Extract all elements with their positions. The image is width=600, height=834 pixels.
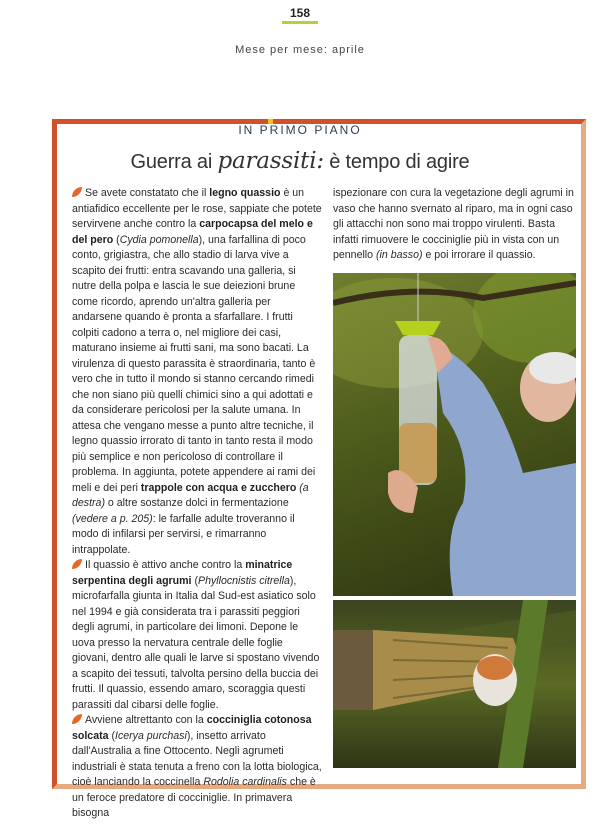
text-run: Se avete constatato che il: [85, 187, 210, 199]
text-run: ispezionare con cura la vegetazione degli agrumi in vaso che hanno svernato al riparo, ma in ogni caso gli attacchi non sono mai troppo virulenti. Basta infatti rimuovere le cocciniglie più in vista con un pennello: [333, 187, 574, 261]
italic-term: Icerya purchasi: [115, 729, 187, 742]
italic-term: (a destra): [72, 481, 309, 509]
paragraph-minatrice: [72, 558, 322, 713]
bold-term: minatrice serpentina degli agrumi: [72, 559, 293, 587]
text-run: ), insetto arrivato dall'Australia a fine Ottocento. Negli agrumeti industriali è stata tenuta a freno con la lotta biologica, cioè lanciando la coccinella: [72, 729, 322, 788]
bold-term: carpocapsa del melo e del pero: [72, 218, 313, 246]
title-pre: Guerra ai: [130, 151, 218, 173]
bottle-trap-illustration: [333, 273, 576, 596]
leaf-bullet-icon: [72, 559, 82, 569]
section-label: IN PRIMO PIANO: [238, 123, 362, 137]
text-run: : le farfalle adulte troveranno il modo di infilarsi per servirsi, e rimarranno intrappolate.: [72, 512, 295, 556]
brush-illustration: [333, 600, 576, 768]
text-run: e poi irrorare il quassio.: [422, 249, 536, 261]
text-run: è un antiafidico eccellente per le rose, sappiate che potete servirvene anche contro la: [72, 187, 322, 230]
bold-term: trappole con acqua e zucchero: [140, 481, 297, 494]
text-run: (: [108, 729, 115, 742]
text-run: che è un feroce predatore di cocciniglie. In primavera bisogna: [72, 776, 316, 819]
italic-term: Cydia pomonella: [119, 233, 199, 246]
page-reference: (vedere a p. 205): [72, 512, 153, 525]
title-cursive-word: parassiti:: [217, 148, 324, 174]
text-run: o altre sostanze dolci in fermentazione: [104, 497, 289, 509]
text-run: ), una farfallina di poco conto, grigiastra, che allo stadio di larva vive a scapito dei frutti: entra scavando una galleria, si nutre della polpa e lascia le sue deiezioni brune come ricordo, aprendo un'altra galleria per andarsene quando è pronta a sfarfallare. I frutti colpiti cadono a terra o, nel migliore dei casi, maturano insieme ai frutti sani, ma sono bacati. La virulenza di questo parassita è straordinaria, tanto è vero che in tutto il mondo si stanno cercando rimedi che non siano più quelli chimici sino a qui adottati e da considerare pericolosi per la salute umana. In attesa che vengano messe a punto altre tecniche, il legno quassio irrorato di tanto in tanto resta il modo più semplice e non pericoloso di controllare il problema. In aggiunta, potete appendere ai rami dei meli e dei peri: [72, 233, 316, 494]
right-column: [333, 186, 578, 264]
running-head: Mese per mese: aprile: [235, 44, 365, 56]
text-run: ), microfarfalla giunta in Italia dal Sud-est asiatico solo nel 1994 e già considerata tra i parassiti peggiori degli agrumi, in particolare dei limoni. Depone le uova presso la nervatura centrale delle foglie giovani, dentro alle quali le larve si spostano vivendo a scapito dei tessuti, talvolta persino della buccia dei frutti. Il quassio, essendo amaro, scoraggia questi parassiti dal cibarsi delle foglie.: [72, 574, 320, 711]
text-run: Avviene altrettanto con la: [85, 714, 207, 726]
text-run: Il quassio è attivo anche contro la: [85, 559, 246, 571]
leaf-bullet-icon: [72, 187, 82, 197]
page-number-bar: [282, 21, 318, 24]
italic-term: (in basso): [376, 249, 423, 261]
paragraph-legno-quassio: [72, 186, 322, 558]
left-column: [72, 186, 322, 822]
bold-term: legno quassio: [209, 187, 281, 199]
italic-term: Rodolia cardinalis: [203, 776, 287, 788]
photo-brush-cochineal: [333, 600, 576, 768]
leaf-bullet-icon: [72, 714, 82, 724]
feature-title: [0, 148, 600, 174]
text-run: (: [191, 574, 198, 587]
page-number: 158: [289, 6, 311, 20]
text-run: (: [113, 233, 120, 246]
bold-term: cocciniglia cotonosa solcata: [72, 714, 312, 742]
paragraph-cocciniglia: [72, 713, 322, 822]
title-post: è tempo di agire: [323, 151, 470, 173]
italic-term: Phyllocnistis citrella: [198, 574, 290, 587]
paragraph-continuation: [333, 186, 578, 264]
photo-bottle-trap: [333, 273, 576, 596]
